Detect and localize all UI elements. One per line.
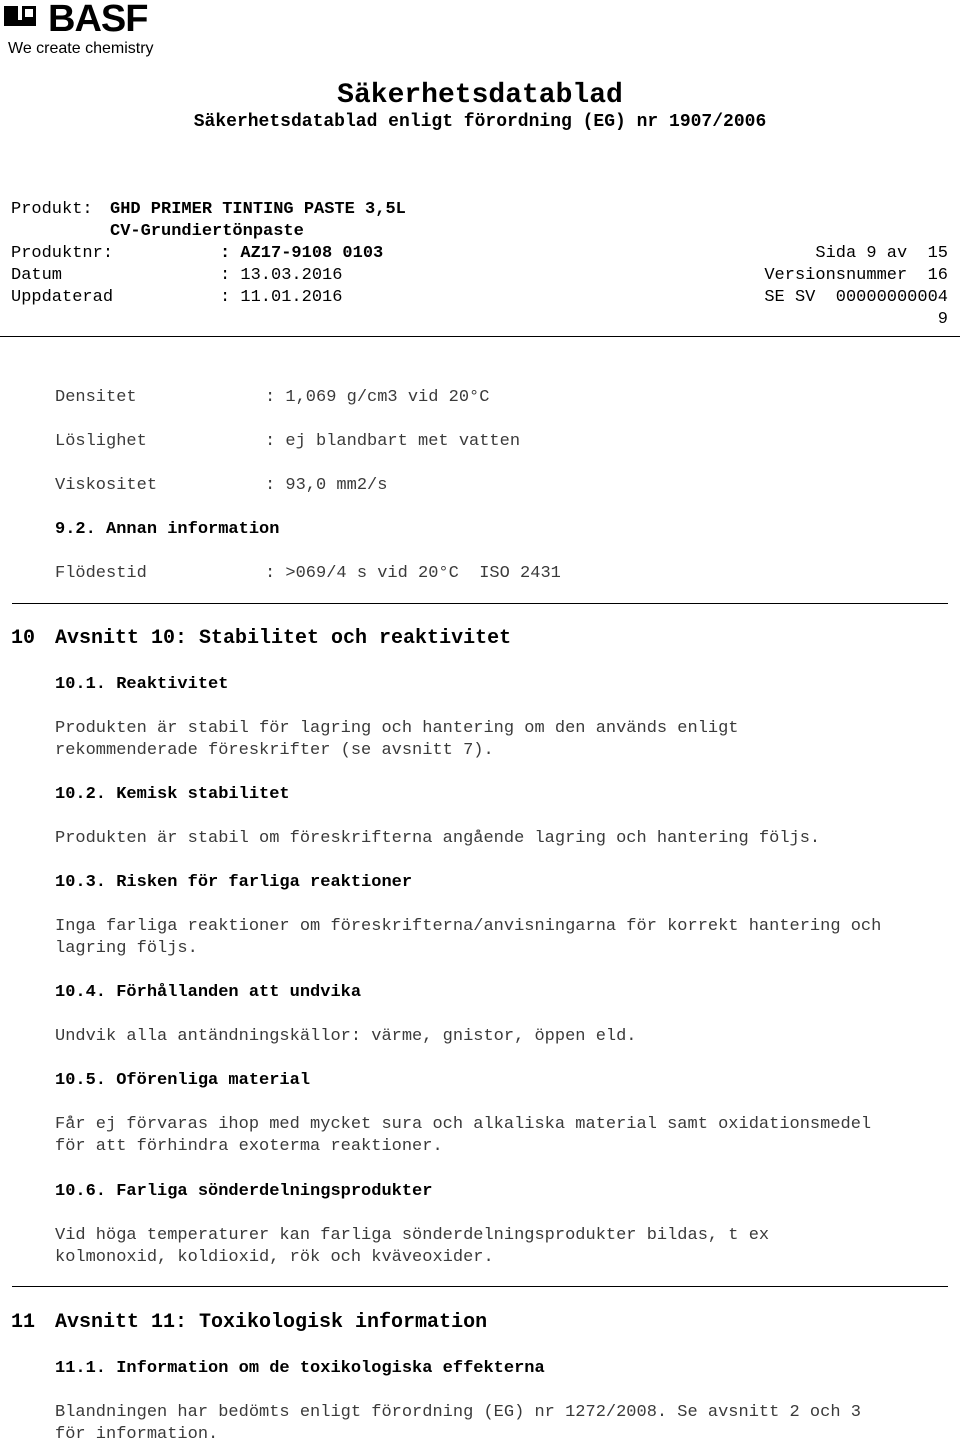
- section-title-10: Avsnitt 10: Stabilitet och reaktivitet: [55, 627, 512, 650]
- section-number-10: 10: [11, 627, 36, 650]
- paragraph-line: Inga farliga reaktioner om föreskrifterna/anvisningarna för korrekt hantering och: [55, 917, 882, 936]
- paragraph-line: Får ej förvaras ihop med mycket sura och alkaliska material samt oxidationsmedel: [55, 1115, 872, 1134]
- subsection-heading-10-1: 10.1. Reaktivitet: [55, 675, 229, 694]
- paragraph-line: Produkten är stabil om föreskrifterna angående lagring och hantering följs.: [55, 829, 821, 848]
- paragraph-line: Produkten är stabil för lagring och hantering om den används enligt: [55, 719, 739, 738]
- property-value-viskositet: : 93,0 mm2/s: [265, 476, 388, 495]
- page-number: 9: [937, 310, 948, 329]
- subsection-heading-10-6: 10.6. Farliga sönderdelningsprodukter: [55, 1182, 433, 1201]
- page-info: Sida 9 av 15: [815, 244, 948, 263]
- produktnr-label: Produktnr:: [11, 244, 114, 263]
- property-value-densitet: : 1,069 g/cm3 vid 20°C: [265, 388, 490, 407]
- property-label-flodestid: Flödestid: [55, 564, 147, 583]
- document-title: Säkerhetsdatablad: [337, 80, 623, 111]
- paragraph-line: Undvik alla antändningskällor: värme, gnistor, öppen eld.: [55, 1027, 637, 1046]
- product-name-2: CV-Grundiertönpaste: [110, 222, 304, 241]
- product-label: Produkt:: [11, 200, 93, 219]
- paragraph-line: lagring följs.: [55, 939, 198, 958]
- property-label-densitet: Densitet: [55, 388, 137, 407]
- property-label-viskositet: Viskositet: [55, 476, 158, 495]
- logo-dash-icon: [4, 20, 36, 26]
- paragraph-line: för information.: [55, 1425, 219, 1444]
- product-name: GHD PRIMER TINTING PASTE 3,5L: [110, 200, 406, 219]
- se-sv-number: SE SV 00000000004: [764, 288, 948, 307]
- section-title-11: Avsnitt 11: Toxikologisk information: [55, 1311, 488, 1334]
- uppdaterad-label: Uppdaterad: [11, 288, 114, 307]
- logo-square-icon: [4, 6, 18, 20]
- paragraph-line: kolmonoxid, koldioxid, rök och kväveoxider.: [55, 1248, 494, 1267]
- document-subtitle: Säkerhetsdatablad enligt förordning (EG) nr 1907/2006: [193, 112, 767, 132]
- subsection-heading-10-4: 10.4. Förhållanden att undvika: [55, 983, 362, 1002]
- section-divider: [12, 1286, 948, 1287]
- header-divider: [0, 336, 960, 337]
- datum-label: Datum: [11, 266, 63, 285]
- section-divider: [12, 603, 948, 604]
- datum-value: : 13.03.2016: [220, 266, 343, 285]
- paragraph-line: rekommenderade föreskrifter (se avsnitt 7).: [55, 741, 494, 760]
- produktnr-value: : AZ17-9108 0103: [220, 244, 384, 263]
- paragraph-line: Blandningen har bedömts enligt förordning (EG) nr 1272/2008. Se avsnitt 2 och 3: [55, 1403, 861, 1422]
- section-number-11: 11: [11, 1311, 36, 1334]
- subsection-heading-10-2: 10.2. Kemisk stabilitet: [55, 785, 290, 804]
- subsection-heading-11-1: 11.1. Information om de toxikologiska effekterna: [55, 1359, 545, 1378]
- uppdaterad-value: : 11.01.2016: [220, 288, 343, 307]
- property-label-loslighet: Löslighet: [55, 432, 147, 451]
- property-value-flodestid: : >069/4 s vid 20°C ISO 2431: [265, 564, 561, 583]
- property-value-loslighet: : ej blandbart met vatten: [265, 432, 521, 451]
- logo-square-icon: [22, 6, 36, 20]
- basf-logo: [4, 2, 174, 62]
- subsection-heading-9-2: 9.2. Annan information: [55, 520, 280, 539]
- version-info: Versionsnummer 16: [764, 266, 948, 285]
- paragraph-line: Vid höga temperaturer kan farliga sönderdelningsprodukter bildas, t ex: [55, 1226, 770, 1245]
- subsection-heading-10-5: 10.5. Oförenliga material: [55, 1071, 311, 1090]
- logo-tagline: We create chemistry: [8, 40, 154, 57]
- paragraph-line: för att förhindra exoterma reaktioner.: [55, 1137, 443, 1156]
- logo-brand: BASF: [48, 0, 148, 40]
- subsection-heading-10-3: 10.3. Risken för farliga reaktioner: [55, 873, 413, 892]
